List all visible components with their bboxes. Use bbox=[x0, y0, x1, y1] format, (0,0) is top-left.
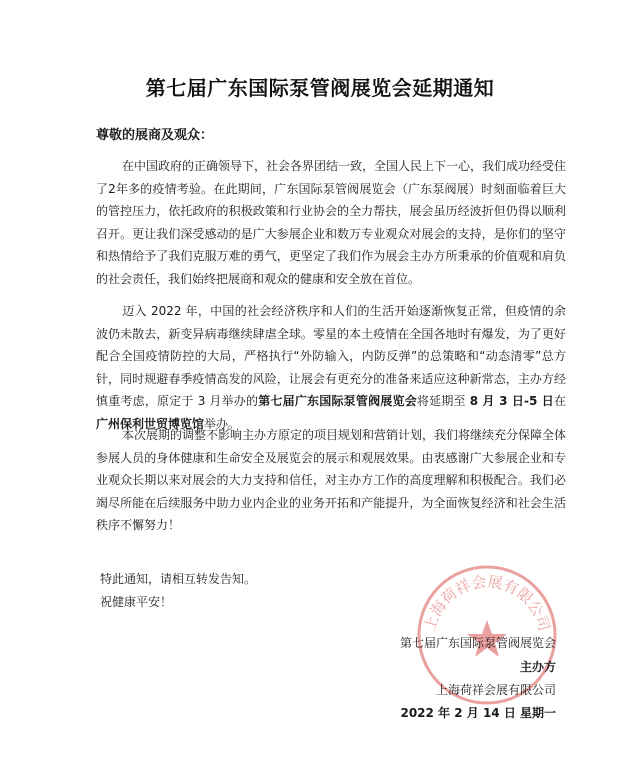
page-title: 第七届广东国际泵管阀展览会延期通知 bbox=[145, 76, 495, 100]
closing-line-2: 祝健康平安！ bbox=[100, 595, 173, 609]
paragraph-2-text-e: 在 bbox=[553, 394, 566, 408]
paragraph-2-text-g: 举办。 bbox=[204, 416, 241, 431]
salutation: 尊敬的展商及观众： bbox=[96, 128, 214, 143]
paragraph-1-text: 在中国政府的正确领导下，社会各界团结一致，全国人民上下一心，我们成功经受住了2年多的疫情考验。在此期间，广东国际泵管阀展览会（广东泵阀展）时刻面临着巨大的管控压力，依托政府的积极政策和行业协会的全力帮扶，展会虽历经波折但仍得以顺利召开。更让我们深受感动的是广大参展企业和数万专业观众对展会的支持，是你们的坚守和热情给予了我们克服万难的勇气，更坚定了我们作为展会主办方所秉承的价值观和肩负的社会责任，我们始终把展商和观众的健康和安全放在首位。 bbox=[96, 159, 567, 286]
paragraph-2-venue: 广州保利世贸博览馆 bbox=[96, 416, 205, 431]
signature-date: 2022 年 2 月 14 日 星期一 bbox=[400, 706, 556, 720]
closing bbox=[100, 568, 256, 614]
signature-role: 主办方 bbox=[519, 660, 556, 674]
paragraph-1 bbox=[96, 155, 566, 290]
paragraph-2 bbox=[96, 300, 566, 435]
svg-text:上海荷祥会展有限公司: 上海荷祥会展有限公司 bbox=[420, 572, 554, 634]
paragraph-2-exhibition-name: 第七届广东国际泵管阀展览会 bbox=[258, 394, 417, 408]
paragraph-3-text: 本次展期的调整不影响主办方原定的项目规划和营销计划，我们将继续充分保障全体参展人员的身体健康和生命安全及展览会的展示和观展效果。由衷感谢广大参展企业和专业观众长期以来对展会的大力支持和信任，对主办方工作的高度理解和积极配合。我们必竭尽所能在后续服务中助力业内企业的业务开拓和产能提升，为全面恢复经济和社会生活秩序不懈努力！ bbox=[96, 428, 567, 532]
paragraph-3 bbox=[96, 424, 566, 537]
closing-line-1: 特此通知，请相互转发告知。 bbox=[100, 572, 257, 586]
paragraph-2-text-c: 将延期至 bbox=[416, 394, 470, 408]
paragraph-2-new-date: 8 月 3 日-5 日 bbox=[469, 394, 554, 408]
paragraph-2-text-a: 迈入 2022 年，中国的社会经济秩序和人们的生活开始逐渐恢复正常，但疫情的余波仍未散去，新变异病毒继续肆虐全球。零星的本土疫情在全国各地时有爆发，为了更好配合全国疫情防控的大局，严格执行“外防输入，内防反弹”的总策略和“动态清零”总方针，同时规避春季疫情高发的风险，让展会有更充分的准备来适应这种新常态，主办方经慎重考虑，原定于 3 月举办的 bbox=[96, 304, 566, 408]
signature-organization: 第七届广东国际泵管阀展览会 bbox=[399, 636, 556, 650]
signature-company: 上海荷祥会展有限公司 bbox=[435, 683, 556, 697]
